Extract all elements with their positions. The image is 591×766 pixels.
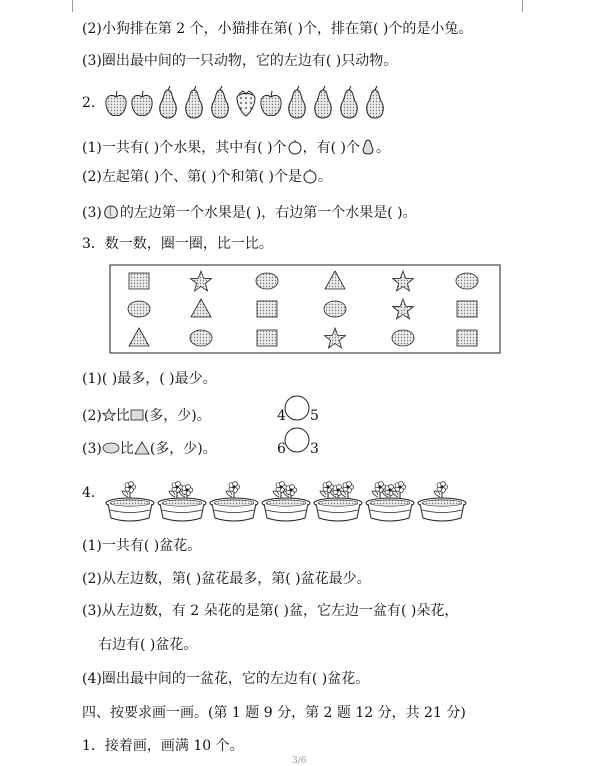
q2-part1-text-a: (1)一共有( )个水果，其中有( )个 [82,140,287,156]
triangle-icon [134,441,150,455]
flower-pot-icon [106,482,154,521]
q4-part1: (1)一共有( )盆花。 [82,538,202,554]
corner-mark-top-left [54,0,73,12]
q2-part2-text-b: 。 [317,169,332,185]
q3-part3 [82,440,217,458]
q2-part3-text-a: (3) [82,205,102,221]
pear-icon [367,86,383,118]
oval-shape-icon [190,330,212,346]
q4-label: 4． [82,485,105,501]
q3-part2-text-b: 比 [115,408,130,424]
apple-icon [106,91,126,116]
q2-label: 2． [82,95,105,111]
compare-1-left: 4 [277,408,286,424]
q2-part1-text-c: 。 [375,140,390,156]
triangle-shape-icon [191,299,211,317]
q3-title: 3．数一数，圈一圈，比一比。 [82,236,273,252]
star-shape-icon [191,271,212,291]
triangle-shape-icon [129,328,149,346]
flower-pot-icon [262,482,310,521]
square-shape-icon [129,273,149,289]
q1-part3: (3)圈出最中间的一只动物，它的左边有( )只动物。 [82,53,398,69]
q3-part3-text-a: (3) [82,441,102,457]
pear-icon [160,86,176,118]
shape-grid-border [110,265,500,353]
q4-part4: (4)圈出最中间的一盆花，它的左边有( )盆花。 [82,671,370,687]
q2-part2 [82,168,332,186]
star-shape-icon [393,271,414,291]
compare-2-left: 6 [277,441,286,457]
fruit-row [100,84,400,124]
flower-pot-row [102,475,472,525]
triangle-shape-icon [325,271,345,289]
square-shape-icon [457,301,477,317]
apple-icon [132,91,152,116]
pear-icon [212,86,228,118]
q2-part3-text-b: 的左边第一个水果是( )，右边第一个水果是( )。 [119,205,417,221]
star-shape-icon [393,299,414,319]
q4-part3b: 右边有( )盆花。 [98,637,198,653]
q3-part1: (1)( )最多，( )最少。 [82,371,217,387]
oval-shape-icon [256,273,278,289]
shape-grid [109,264,501,354]
q3-part2 [82,407,211,425]
apple-icon [261,91,281,116]
star-shape-icon [325,328,346,348]
oval-shape-icon [392,330,414,346]
q1-part2: (2)小狗排在第 2 个，小猫排在第( )个，排在第( )个的是小兔。 [82,21,473,37]
compare-1-right: 5 [310,408,319,424]
q2-part2-text-a: (2)左起第( )个、第( )个和第( )个是 [82,169,302,185]
q4-part3a: (3)从左边数，有 2 朵花的是第( )盆，它左边一盆有( )朵花， [82,603,459,619]
square-shape-icon [257,330,277,346]
peach-icon [102,203,120,221]
page-number: 3/6 [292,756,307,766]
compare-2-right: 3 [310,441,319,457]
oval-shape-icon [324,301,346,317]
q4-part2: (2)从左边数，第( )盆花最多，第( )盆花最少。 [82,571,371,587]
flower-pot-icon [366,482,414,521]
apple-icon [302,168,318,184]
flower-pot-icon [158,482,206,521]
corner-mark-top-right [522,0,541,12]
square-shape-icon [257,301,277,317]
compare-circle-icon [283,426,311,454]
oval-shape-icon [128,301,150,317]
q3-part3-text-c: (多，少)。 [149,441,217,457]
strawberry-icon [237,91,255,116]
oval-icon [102,442,120,454]
star-icon [102,408,116,422]
square-shape-icon [457,330,477,346]
pear-icon [186,86,202,118]
q2-part1-text-b: ，有( )个 [302,140,360,156]
flower-pot-icon [314,482,362,521]
q2-part3 [82,203,417,222]
q3-part3-text-b: 比 [119,441,134,457]
pear-icon [341,86,357,118]
section4-title: 四、按要求画一画。(第 1 题 9 分，第 2 题 12 分，共 21 分) [82,705,466,721]
q3-part2-text-a: (2) [82,408,102,424]
q3-part2-text-c: (多，少)。 [143,408,211,424]
square-icon [130,409,144,421]
apple-icon [287,139,303,155]
oval-shape-icon [456,273,478,289]
pear-icon [315,86,331,118]
q2-part1 [82,138,390,157]
flower-pot-icon [418,482,466,521]
pear-icon [360,138,376,156]
flower-pot-icon [210,482,258,521]
pear-icon [289,86,305,118]
compare-circle-icon [283,394,311,422]
section4-q1: 1．接着画，画满 10 个。 [82,738,244,754]
